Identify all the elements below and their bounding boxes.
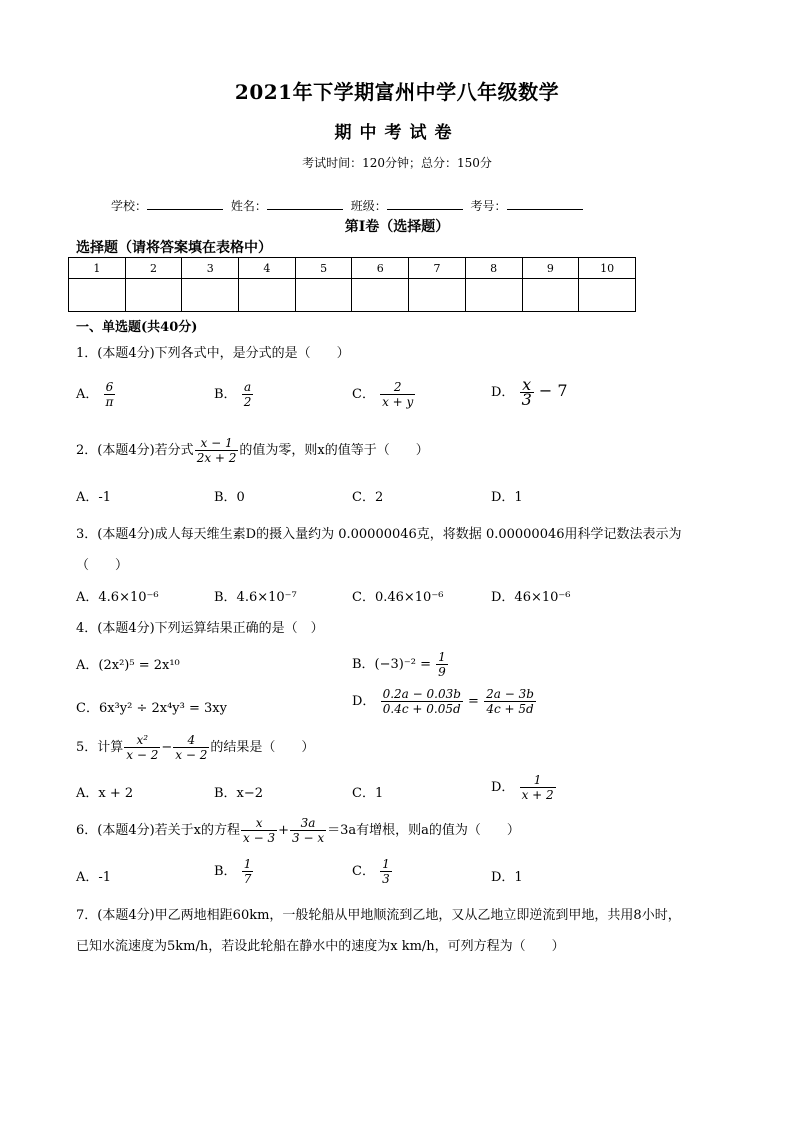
question-3-continued: （ ） <box>76 558 129 573</box>
answer-number: 10 <box>579 258 636 279</box>
q4-option-a[interactable]: A．(2x²)⁵ = 2x¹⁰ <box>76 658 180 673</box>
answer-number: 9 <box>522 258 579 279</box>
part-one-heading: 第I卷（选择题） <box>344 219 450 235</box>
q1-option-c[interactable]: C． $\frac{2}{x + y}$ <box>352 380 414 409</box>
answer-number: 1 <box>69 258 126 279</box>
fraction: $\frac{1}{3}$ <box>382 857 390 886</box>
answer-cell[interactable] <box>579 279 636 312</box>
answer-number: 3 <box>182 258 239 279</box>
student-info-fields <box>111 197 587 214</box>
q3-option-d[interactable]: D．46×10⁻⁶ <box>491 590 571 605</box>
answer-cell[interactable] <box>409 279 466 312</box>
q1-option-d[interactable]: D． $\frac{x}{3}$ − 7 <box>491 375 568 409</box>
answer-number: 5 <box>295 258 352 279</box>
exam-title: 2021年下学期富州中学八年级数学 <box>234 80 560 104</box>
school-blank[interactable] <box>147 198 223 210</box>
fraction: $\frac{2}{x + y}$ <box>382 380 414 409</box>
answer-number: 2 <box>125 258 182 279</box>
fraction: $\frac{x}{3}$ <box>521 375 532 409</box>
answer-cell[interactable] <box>522 279 579 312</box>
answer-number: 7 <box>409 258 466 279</box>
q6-option-a[interactable]: A．-1 <box>76 870 112 885</box>
name-blank[interactable] <box>267 198 343 210</box>
answer-cell[interactable] <box>295 279 352 312</box>
q3-option-c[interactable]: C．0.46×10⁻⁶ <box>352 590 444 605</box>
class-label: 班级： <box>350 199 387 213</box>
fraction: $\frac{1}{9}$ <box>438 650 446 679</box>
question-5: 5．计算 $\frac{\text{x²}}{x - 2}$ − $\frac{4}{x - 2}$ 的结果是（ ） <box>76 733 315 762</box>
answer-cell[interactable] <box>125 279 182 312</box>
fraction: $\frac{a}{2}$ <box>243 380 252 409</box>
school-label: 学校： <box>111 199 148 213</box>
q2-option-a[interactable]: A．-1 <box>76 490 112 505</box>
q4-option-b[interactable]: B．(−3)⁻² = $\frac{1}{9}$ <box>352 650 446 679</box>
answer-cell[interactable] <box>352 279 409 312</box>
q2-option-d[interactable]: D．1 <box>491 490 523 505</box>
answer-table <box>68 257 636 312</box>
q1-option-b[interactable]: B． $\frac{a}{2}$ <box>214 380 252 409</box>
fraction: $\frac{2a - 3b}{4c + 5d}$ <box>486 687 534 716</box>
fraction: $\frac{3a}{3 - x}$ <box>292 816 325 845</box>
q6-option-b[interactable]: B． $\frac{1}{7}$ <box>214 857 252 886</box>
q3-option-b[interactable]: B．4.6×10⁻⁷ <box>214 590 297 605</box>
fraction: $\frac{0.2a - 0.03b}{0.4c + 0.05d}$ <box>382 687 461 716</box>
answer-note: 选择题（请将答案填在表格中） <box>76 240 272 256</box>
fraction: $\frac{4}{x - 2}$ <box>175 733 208 762</box>
exam-number-label: 考号： <box>470 199 507 213</box>
answer-cell[interactable] <box>465 279 522 312</box>
answer-number: 4 <box>239 258 296 279</box>
q2-option-b[interactable]: B．0 <box>214 490 245 505</box>
q5-option-b[interactable]: B．x−2 <box>214 786 264 801</box>
q6-option-d[interactable]: D．1 <box>491 870 523 885</box>
question-4: 4．(本题4分)下列运算结果正确的是（ ） <box>76 621 324 636</box>
q2-option-c[interactable]: C．2 <box>352 490 384 505</box>
q4-option-c[interactable]: C．6x³y² ÷ 2x⁴y³ = 3xy <box>76 701 227 716</box>
fraction: $\frac{1}{x + 2}$ <box>521 773 554 802</box>
answer-cell[interactable] <box>239 279 296 312</box>
exam-number-blank[interactable] <box>507 198 583 210</box>
fraction: $\frac{x - 1}{2x + 2}$ <box>196 436 237 465</box>
section-heading: 一、单选题(共40分) <box>76 320 198 335</box>
answer-number: 6 <box>352 258 409 279</box>
fraction: $\frac{\text{x²}}{x - 2}$ <box>126 733 159 762</box>
class-blank[interactable] <box>387 198 463 210</box>
answer-cell[interactable] <box>182 279 239 312</box>
q5-option-d[interactable]: D． $\frac{1}{x + 2}$ <box>491 773 554 802</box>
question-1: 1．(本题4分)下列各式中，是分式的是（ ） <box>76 346 350 361</box>
fraction: $\frac{x}{x - 3}$ <box>243 816 276 845</box>
answer-cell[interactable] <box>69 279 126 312</box>
q1-option-a[interactable]: A． $\frac{6}{\pi}$ <box>76 380 114 409</box>
q5-option-a[interactable]: A．x + 2 <box>76 786 134 801</box>
q5-option-c[interactable]: C．1 <box>352 786 384 801</box>
q3-option-a[interactable]: A．4.6×10⁻⁶ <box>76 590 159 605</box>
question-6: 6．(本题4分)若关于x的方程 $\frac{x}{x - 3}$ + $\frac{3a}{3 - x}$ ＝3a有增根，则a的值为（ ） <box>76 816 520 845</box>
fraction: $\frac{6}{\pi}$ <box>105 380 114 409</box>
answer-number: 8 <box>465 258 522 279</box>
question-7-continued: 已知水流速度为5km/h，若设此轮船在静水中的速度为x km/h，可列方程为（ ） <box>76 939 565 954</box>
question-7: 7．(本题4分)甲乙两地相距60km，一般轮船从甲地顺流到乙地，又从乙地立即逆流到甲地，共用8小时， <box>76 908 681 923</box>
q4-option-d[interactable]: D． $\frac{0.2a - 0.03b}{0.4c + 0.05d}$ = $\frac{2a - 3b}{4c + 5d}$ <box>352 687 534 716</box>
fraction: $\frac{1}{7}$ <box>243 857 252 886</box>
exam-meta: 考试时间：120分钟；总分：150分 <box>302 156 492 170</box>
question-2: 2．(本题4分)若分式 $\frac{x - 1}{2x + 2}$ 的值为零，则x的值等于（ ） <box>76 436 429 465</box>
name-label: 姓名： <box>230 199 267 213</box>
q6-option-c[interactable]: C． $\frac{1}{3}$ <box>352 857 390 886</box>
exam-subtitle: 期中考试卷 <box>334 123 460 143</box>
question-3: 3．(本题4分)成人每天维生素D的摄入量约为 0.00000046克，将数据 0.00000046用科学记数法表示为 <box>76 527 682 542</box>
